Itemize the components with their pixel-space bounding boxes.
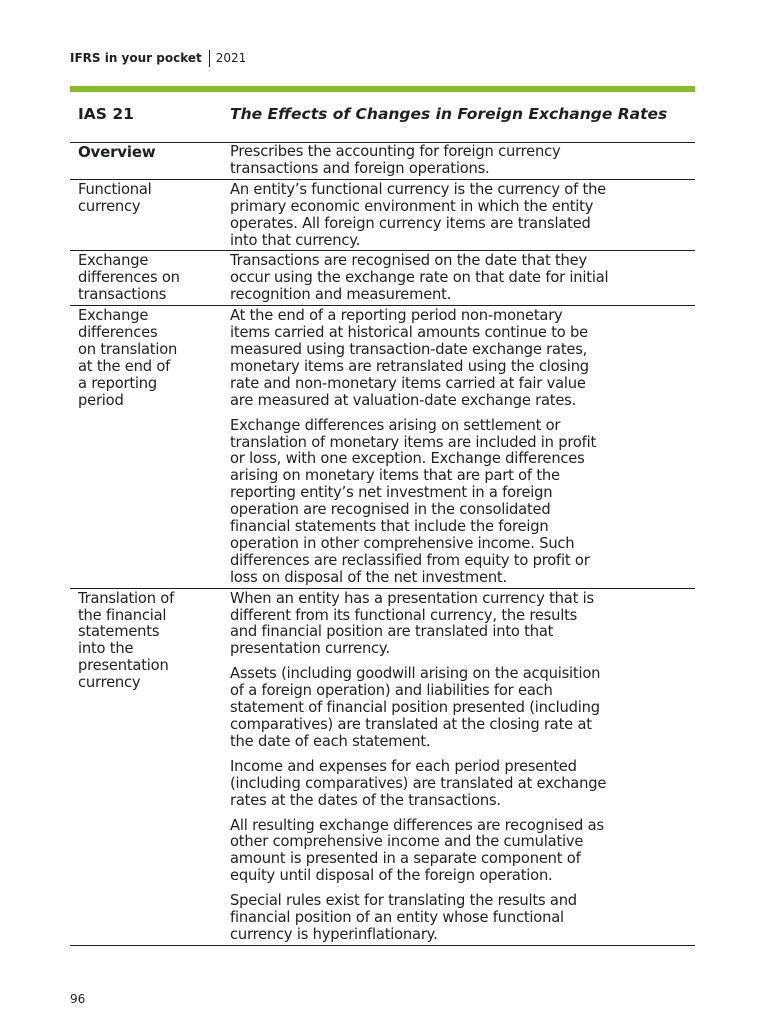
description-line: differences are reclassified from equity to profit or	[230, 551, 590, 569]
description-paragraph	[230, 182, 695, 250]
row-label	[70, 142, 230, 179]
row-description	[230, 306, 695, 589]
description-line: transactions and foreign operations.	[230, 159, 490, 177]
description-line: Exchange differences arising on settlement or	[230, 416, 561, 434]
description-paragraph	[230, 666, 695, 751]
description-paragraph	[230, 144, 695, 178]
description-line: At the end of a reporting period non-monetary	[230, 307, 563, 325]
row-label-line: the financial	[78, 606, 167, 624]
description-line: operates. All foreign currency items are translated	[230, 214, 591, 232]
description-paragraph	[230, 759, 695, 810]
description-paragraph	[230, 253, 695, 304]
description-line: arising on monetary items that are part of the	[230, 467, 560, 485]
table-row	[70, 179, 695, 251]
table-row	[70, 251, 695, 306]
description-line: primary economic environment in which the entity	[230, 197, 594, 215]
row-label-line: Functional	[78, 180, 152, 198]
description-line: comparatives) are translated at the closing rate at	[230, 716, 592, 733]
table-row	[70, 588, 695, 945]
description-line: the date of each statement.	[230, 732, 431, 750]
summary-table	[70, 142, 695, 946]
row-label-line: currency	[78, 674, 141, 692]
description-paragraph	[230, 818, 695, 886]
row-label-line: Overview	[78, 143, 156, 161]
description-line: or loss, with one exception. Exchange differences	[230, 450, 585, 468]
description-line: An entity’s functional currency is the currency of the	[230, 180, 607, 198]
description-paragraph	[230, 893, 695, 944]
description-line: When an entity has a presentation currency that is	[230, 589, 594, 607]
description-line: items carried at historical amounts continue to be	[230, 324, 588, 342]
description-line: monetary items are retranslated using the closing	[230, 357, 589, 375]
description-line: Income and expenses for each period presented	[230, 757, 577, 775]
standard-title-row	[70, 92, 695, 143]
description-line: recognition and measurement.	[230, 286, 452, 304]
row-description	[230, 179, 695, 251]
header-divider	[209, 50, 210, 67]
description-line: presentation currency.	[230, 640, 390, 658]
row-label-line: at the end of	[78, 357, 171, 375]
description-line: financial position of an entity whose functional	[230, 909, 564, 927]
row-description	[230, 251, 695, 306]
description-line: reporting entity’s net investment in a foreign	[230, 484, 553, 502]
description-line: into that currency.	[230, 231, 361, 249]
description-line: rates at the dates of the transactions.	[230, 791, 501, 809]
description-line: statement of financial position presented (including	[230, 699, 600, 717]
row-description	[230, 588, 695, 945]
description-line: equity until disposal of the foreign operation.	[230, 867, 553, 885]
row-label	[70, 306, 230, 589]
row-description	[230, 142, 695, 179]
description-paragraph	[230, 308, 695, 409]
description-line: financial statements that include the foreign	[230, 518, 549, 536]
standard-title: The Effects of Changes in Foreign Exchange Rates	[230, 105, 668, 123]
row-label-line: Exchange	[78, 252, 149, 270]
row-label-line: Translation of	[78, 589, 175, 607]
description-line: operation are recognised in the consolidated	[230, 501, 551, 519]
row-label-line: transactions	[78, 286, 167, 304]
row-label-line: statements	[78, 623, 160, 641]
row-label-line: currency	[78, 197, 141, 215]
description-line: amount is presented in a separate component of	[230, 850, 581, 868]
row-label-line: presentation	[78, 657, 169, 675]
row-label-line: period	[78, 391, 124, 409]
description-paragraph	[230, 591, 695, 659]
description-line: measured using transaction-date exchange rates,	[230, 340, 588, 358]
description-line: and financial position are translated into that	[230, 623, 554, 641]
description-line: operation in other comprehensive income. Such	[230, 534, 575, 552]
description-line: of a foreign operation) and liabilities for each	[230, 682, 553, 700]
running-header	[70, 49, 246, 67]
description-line: loss on disposal of the net investment.	[230, 568, 507, 586]
row-label-line: into the	[78, 640, 134, 658]
description-line: different from its functional currency, the results	[230, 606, 578, 624]
row-label-line: a reporting	[78, 374, 158, 392]
row-label	[70, 251, 230, 306]
description-line: Assets (including goodwill arising on the acquisition	[230, 665, 601, 683]
table-row	[70, 306, 695, 589]
description-line: Special rules exist for translating the results and	[230, 892, 577, 910]
row-label-line: on translation	[78, 340, 178, 358]
description-line: rate and non-monetary items carried at fair value	[230, 374, 586, 392]
page-number: 96	[70, 992, 86, 1006]
row-label	[70, 179, 230, 251]
description-line: translation of monetary items are included in profit	[230, 433, 597, 451]
description-line: are measured at valuation-date exchange rates.	[230, 391, 577, 409]
row-label-line: differences	[78, 324, 158, 342]
description-line: occur using the exchange rate on that date for initial	[230, 269, 609, 287]
description-line: Prescribes the accounting for foreign currency	[230, 143, 561, 160]
table-row	[70, 142, 695, 179]
description-line: (including comparatives) are translated at exchange	[230, 774, 607, 792]
standard-code: IAS 21	[78, 105, 134, 123]
description-line: Transactions are recognised on the date that they	[230, 252, 587, 270]
row-label-line: Exchange	[78, 307, 149, 325]
description-line: All resulting exchange differences are recognised as	[230, 816, 604, 834]
description-line: currency is hyperinflationary.	[230, 925, 438, 943]
description-line: other comprehensive income and the cumulative	[230, 833, 584, 851]
publication-year: 2021	[215, 51, 247, 65]
row-label	[70, 588, 230, 945]
row-label-line: differences on	[78, 269, 180, 287]
publication-title: IFRS in your pocket	[70, 51, 202, 65]
description-paragraph	[230, 418, 695, 587]
